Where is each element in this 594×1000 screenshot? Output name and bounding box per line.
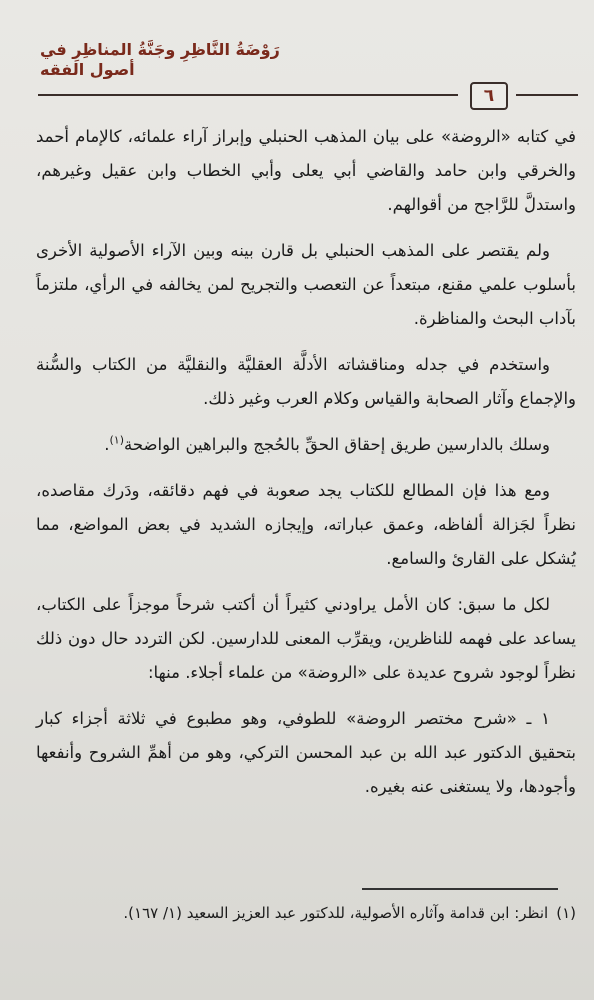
footnote-divider [362,888,558,890]
header-rule [38,84,578,108]
paragraph-7: ١ ـ «شرح مختصر الروضة» للطوفي، وهو مطبوع في ثلاثة أجزاء كبار بتحقيق الدكتور عبد الله بن عبد المحسن التركي، وهو من أهمِّ الشروح وأنفعها وأجودها، ولا يستغنى عنه بغيره. [36,709,576,796]
paragraph-2: ولم يقتصر على المذهب الحنبلي بل قارن بينه وبين الآراء الأصولية الأخرى بأسلوب علمي مقنع، مبتعداً عن التعصب والتجريح لمن يخالفه في الرأي، ملتزماً بآداب البحث والمناظرة. [36,241,576,328]
paragraph-6: لكل ما سبق: كان الأمل يراودني كثيراً أن أكتب شرحاً موجزاً على الكتاب، يساعد على فهمه للناظرين، ويقرِّب المعنى للدارسين. لكن التردد حال دون ذلك نظراً لوجود شروح عديدة على «الروضة» من علماء أجلاء. منها: [36,595,576,682]
paragraph-4: وسلك بالدارسين طريق إحقاق الحقِّ بالحُجج والبراهين الواضحة$^{(١)}$. [104,433,550,454]
header-rule-left [38,94,458,96]
footnote-text: انظر: ابن قدامة وآثاره الأصولية، للدكتور عبد العزيز السعيد (١/ ١٦٧). [123,904,549,922]
header-rule-right [516,94,578,96]
running-title: رَوْضَةُ النَّاظِرِ وجَنَّةُ المناظِرِ في أصول الفقه [40,40,280,79]
paragraph-4-text: وسلك بالدارسين طريق إحقاق الحقِّ بالحُجج والبراهين الواضحة [124,435,550,454]
footnote [36,898,576,928]
paragraph-5: ومع هذا فإن المطالع للكتاب يجد صعوبة في فهم دقائقه، ودَرك مقاصده، نظراً لجَزالة ألفاظه، وعمق عباراته، وإيجازه الشديد في بعض المواضع، مما يُشكل على القارئ والسامع. [36,481,576,568]
body-text [36,120,576,816]
page-number: ٦ [470,82,508,110]
paragraph-1: في كتابه «الروضة» على بيان المذهب الحنبلي وإبراز آراء علمائه، كالإمام أحمد والخرقي وابن حامد والقاضي أبي يعلى وأبي الخطاب وابن عقيل وغيرهم، واستدلَّ للرَّاجح من أقوالهم. [36,127,576,214]
footnote-number: (١) [556,904,576,922]
paragraph-3: واستخدم في جدله ومناقشاته الأدلَّة العقليَّة والنقليَّة من الكتاب والسُّنة والإجماع وآثار الصحابة والقياس وكلام العرب وغير ذلك. [36,355,576,408]
footnote-reference[interactable]: (١) [109,433,124,447]
